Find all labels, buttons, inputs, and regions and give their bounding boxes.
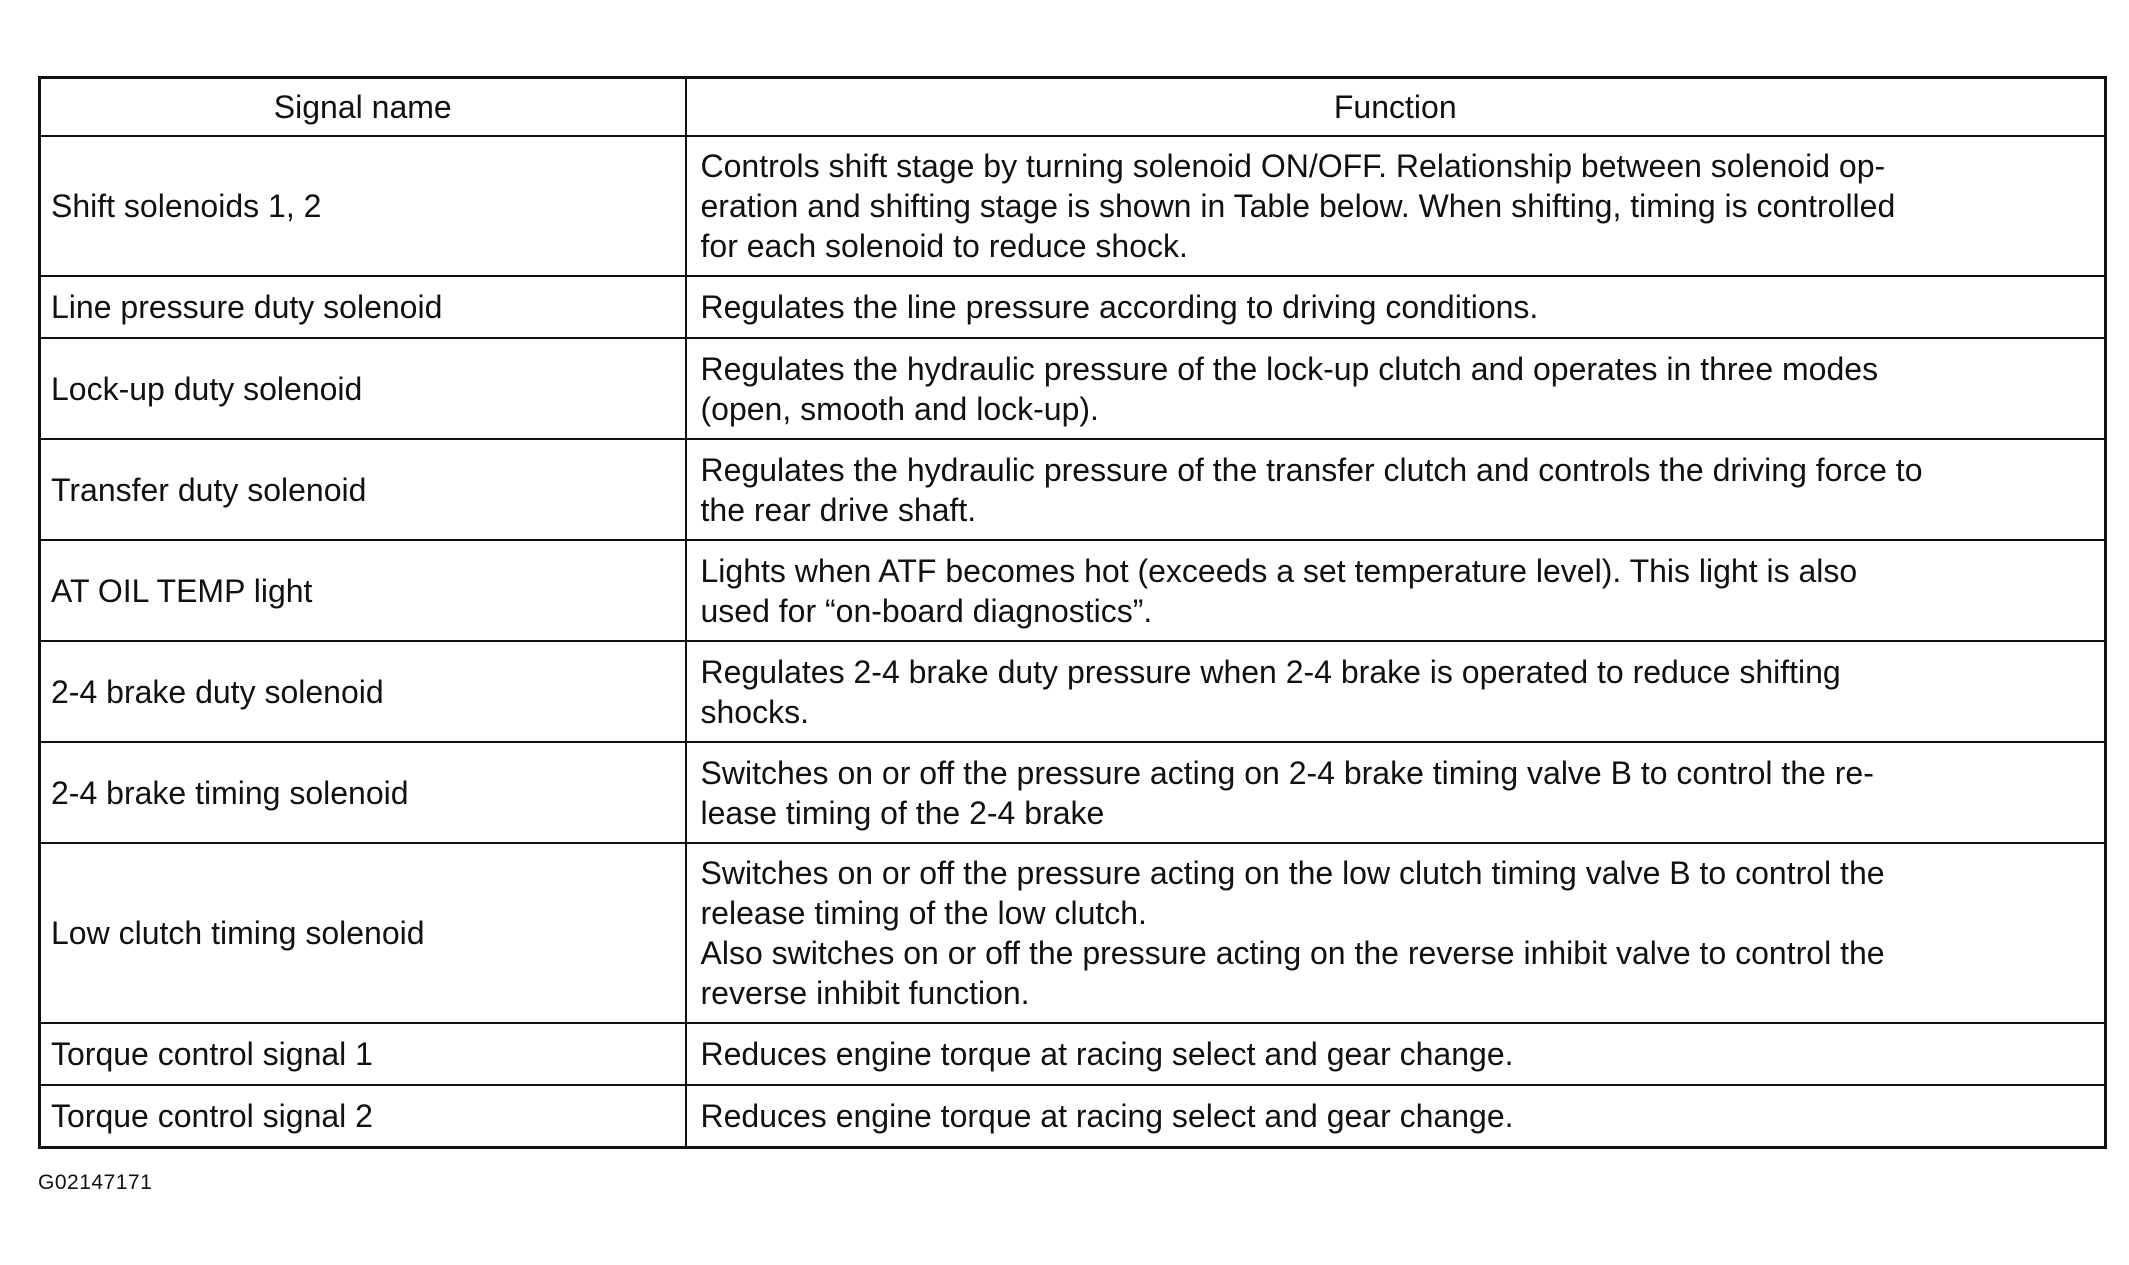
signal-name-cell: AT OIL TEMP light <box>40 540 686 641</box>
signal-name-cell: Torque control signal 2 <box>40 1085 686 1147</box>
function-text-line: Controls shift stage by turning solenoid ON/OFF. Relationship between solenoid op- <box>700 148 1886 184</box>
table-row <box>40 843 2106 1023</box>
column-header-signal-name: Signal name <box>40 78 686 137</box>
signal-function-table <box>38 76 2107 1149</box>
function-text-line: Switches on or off the pressure acting on 2-4 brake timing valve B to control the re- <box>700 754 1874 791</box>
signal-name-cell: Line pressure duty solenoid <box>40 276 686 338</box>
signal-name-cell: Torque control signal 1 <box>40 1023 686 1085</box>
signal-name-cell: 2-4 brake duty solenoid <box>40 641 686 742</box>
function-cell <box>686 540 2106 641</box>
function-text-line: Reduces engine torque at racing select and gear change. <box>700 1097 1514 1134</box>
table-header-row <box>40 78 2106 137</box>
function-cell <box>686 338 2106 439</box>
function-text-line: Also switches on or off the pressure acting on the reverse inhibit valve to control the <box>700 935 1885 971</box>
function-cell <box>686 742 2106 843</box>
function-text-line: reverse inhibit function. <box>700 975 1030 1011</box>
function-text-line: eration and shifting stage is shown in Table below. When shifting, timing is controlled <box>700 188 1896 224</box>
function-cell <box>686 276 2106 338</box>
function-text-line: Regulates the line pressure according to driving conditions. <box>700 289 1539 325</box>
table-row <box>40 439 2106 540</box>
table-row <box>40 276 2106 338</box>
function-cell <box>686 136 2106 276</box>
function-text-line: shocks. <box>700 693 809 730</box>
table-body <box>40 136 2106 1147</box>
signal-name-cell: Shift solenoids 1, 2 <box>40 136 686 276</box>
signal-name-cell: Lock-up duty solenoid <box>40 338 686 439</box>
function-cell <box>686 1085 2106 1147</box>
table-row <box>40 1085 2106 1147</box>
function-text-line: release timing of the low clutch. <box>700 895 1147 931</box>
signal-name-cell: 2-4 brake timing solenoid <box>40 742 686 843</box>
column-header-function: Function <box>686 78 2106 137</box>
function-cell <box>686 641 2106 742</box>
table-row <box>40 540 2106 641</box>
function-text-line: Switches on or off the pressure acting on the low clutch timing valve B to control the <box>700 855 1885 891</box>
function-text-line: the rear drive shaft. <box>700 491 977 528</box>
figure-id: G02147171 <box>38 1171 153 1194</box>
table-row <box>40 742 2106 843</box>
function-text-line: Regulates the hydraulic pressure of the lock-up clutch and operates in three modes <box>700 350 1879 387</box>
function-cell <box>686 439 2106 540</box>
table-row <box>40 338 2106 439</box>
signal-name-cell: Transfer duty solenoid <box>40 439 686 540</box>
function-text-line: used for “on-board diagnostics”. <box>700 592 1153 629</box>
table-row <box>40 136 2106 276</box>
table-row <box>40 1023 2106 1085</box>
signal-name-cell: Low clutch timing solenoid <box>40 843 686 1023</box>
function-text-line: lease timing of the 2-4 brake <box>700 794 1105 831</box>
function-cell <box>686 843 2106 1023</box>
function-text-line: (open, smooth and lock-up). <box>700 390 1099 427</box>
function-text-line: Regulates the hydraulic pressure of the transfer clutch and controls the driving force to <box>700 451 1923 488</box>
function-text-line: Reduces engine torque at racing select and gear change. <box>700 1036 1514 1072</box>
table-row <box>40 641 2106 742</box>
function-text-line: Regulates 2-4 brake duty pressure when 2-4 brake is operated to reduce shifting <box>700 653 1841 690</box>
function-text-line: for each solenoid to reduce shock. <box>700 228 1188 264</box>
function-cell <box>686 1023 2106 1085</box>
signal-function-table-container <box>38 76 2104 1149</box>
function-text-line: Lights when ATF becomes hot (exceeds a set temperature level). This light is also <box>700 552 1858 589</box>
